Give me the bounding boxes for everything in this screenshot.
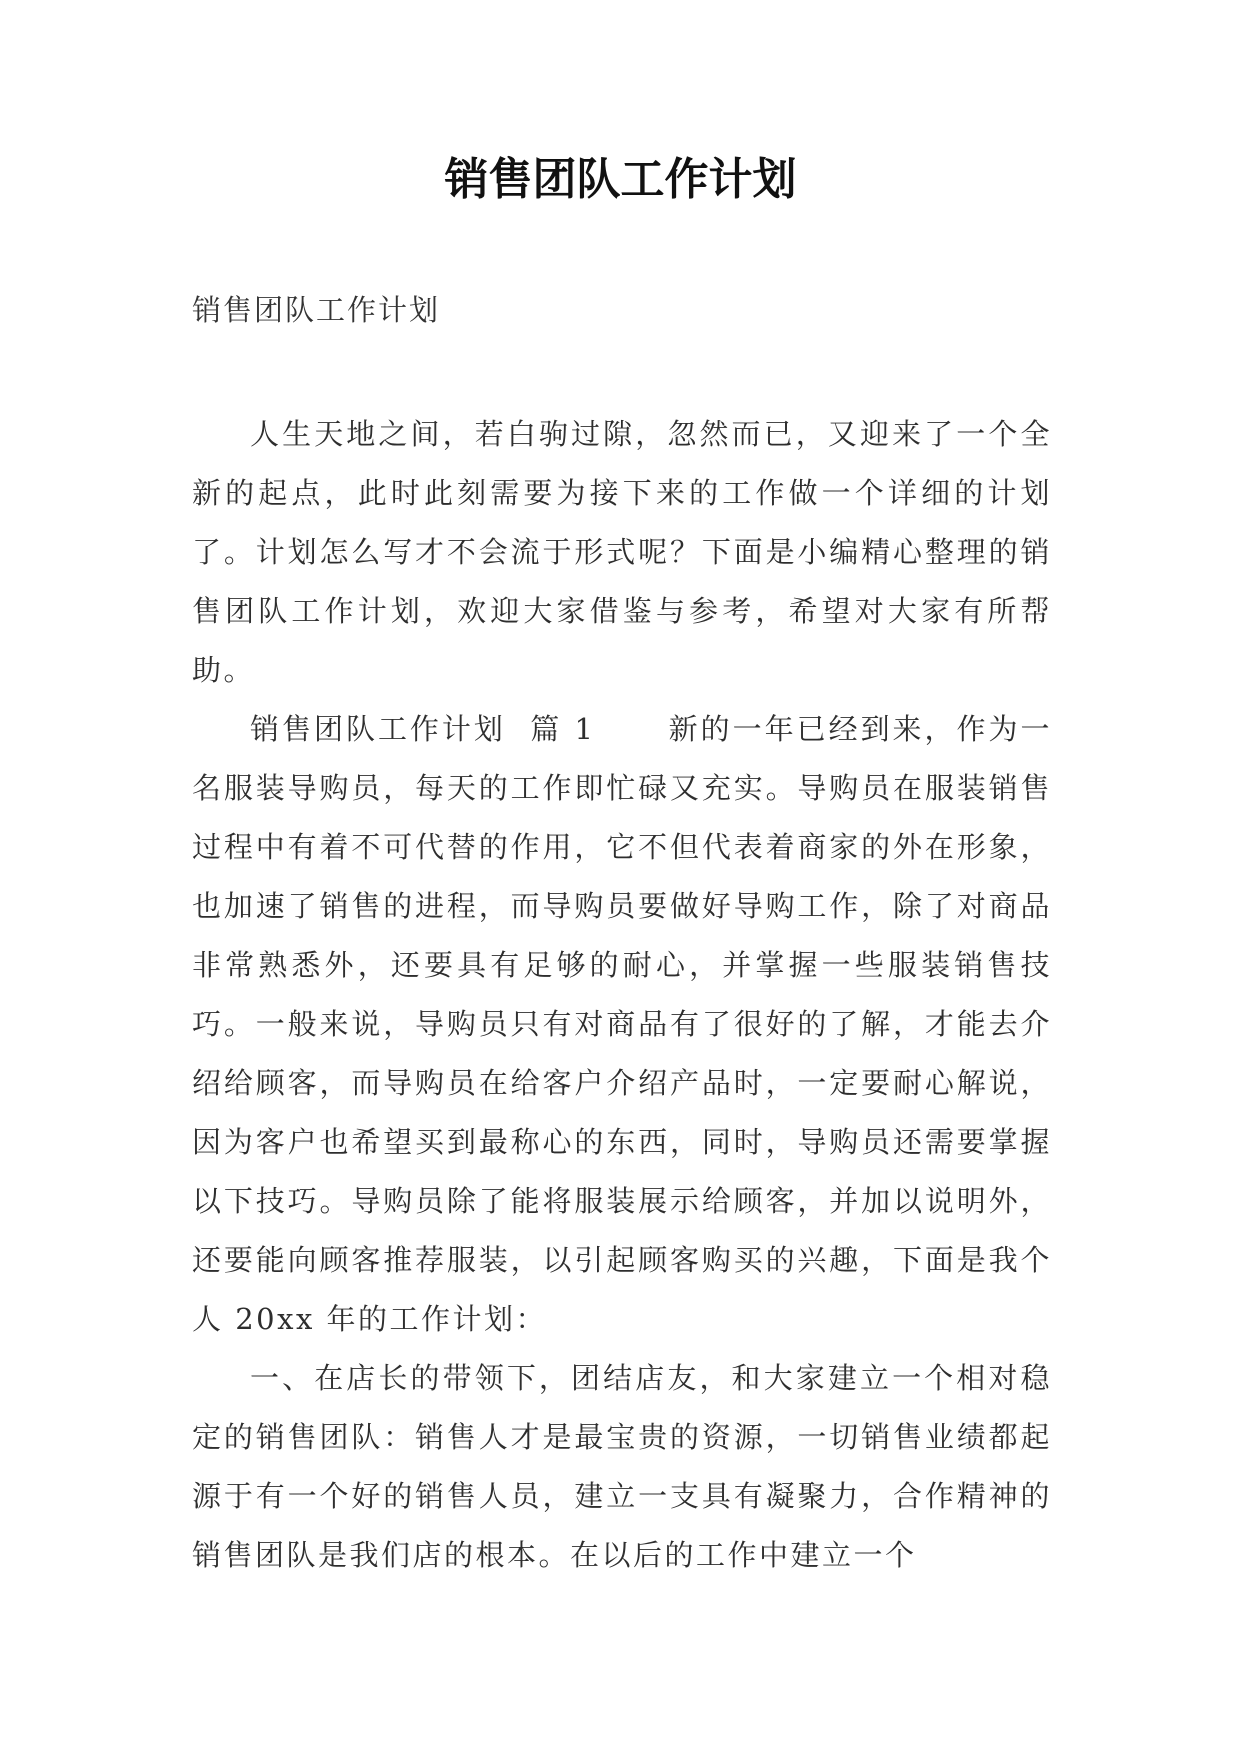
- document-body: [192, 405, 1052, 1585]
- paragraph-intro: 人生天地之间，若白驹过隙，忽然而已，又迎来了一个全新的起点，此时此刻需要为接下来的工作做一个详细的计划了。计划怎么写才不会流于形式呢？下面是小编精心整理的销售团队工作计划，欢迎大家借鉴与参考，希望对大家有所帮助。: [192, 417, 1052, 687]
- paragraph-section-1: 一、在店长的带领下，团结店友，和大家建立一个相对稳定的销售团队：销售人才是最宝贵的资源，一切销售业绩都起源于有一个好的销售人员，建立一支具有凝聚力，合作精神的销售团队是我们店的根本。在以后的工作中建立一个: [192, 1361, 1052, 1572]
- document-title: 销售团队工作计划: [444, 154, 797, 205]
- paragraph-part-1: 销售团队工作计划 篇 1 新的一年已经到来，作为一名服装导购员，每天的工作即忙碌又充实。导购员在服装销售过程中有着不可代替的作用，它不但代表着商家的外在形象，也加速了销售的进程，而导购员要做好导购工作，除了对商品非常熟悉外，还要具有足够的耐心，并掌握一些服装销售技巧。一般来说，导购员只有对商品有了很好的了解，才能去介绍给顾客，而导购员在给客户介绍产品时，一定要耐心解说，因为客户也希望买到最称心的东西，同时，导购员还需要掌握以下技巧。导购员除了能将服装展示给顾客，并加以说明外，还要能向顾客推荐服装，以引起顾客购买的兴趣，下面是我个人 20xx 年的工作计划：: [192, 712, 1052, 1336]
- document-subtitle: 销售团队工作计划: [192, 293, 441, 327]
